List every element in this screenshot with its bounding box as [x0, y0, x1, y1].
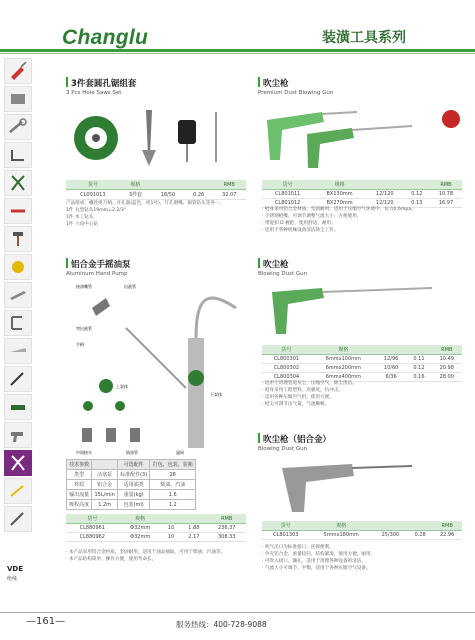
- dust-gun-table: 货号 规格 RMB CL800301 6mmx100mm 12/96 0.11 10.49 CL800302 6mmx200mm 10/60 0.12 20.98 CL800304 6mmx400mm 6/36 0.16 28.00: [262, 345, 462, 382]
- hole-saw-icon: [74, 116, 118, 160]
- footer-divider: [0, 612, 475, 613]
- section-hole-saw-header: [66, 71, 136, 96]
- pump-hose-icon: [126, 328, 186, 388]
- pump-part-icon: [130, 428, 140, 442]
- sidebar-item-decoration-active[interactable]: [4, 450, 32, 476]
- blow-gun-long-icon: [307, 126, 412, 168]
- section-title: 3件套圆孔锯组套: [71, 79, 137, 89]
- tape-measure-icon: [8, 258, 28, 276]
- hole-saw-notes: 产品组成：螺丝批刀柄、开孔器(蓝色、桔1号)、开孔钢嘴、铜管钻头等各一。 1件 丸型钻头19mm=2.2/3" 1件 木工钻头 1件 六角中心钻: [66, 201, 225, 227]
- cutter-icon: [8, 202, 28, 220]
- table-row: 输出流量 15L/min 重量(kg) 1.6: [67, 490, 196, 500]
- pump-part-icon: [83, 401, 93, 411]
- sidebar-item-staplers[interactable]: [4, 394, 32, 420]
- pliers-icon: [8, 454, 28, 472]
- wrench-icon: [8, 118, 28, 136]
- aluminum-dust-gun-icon: [282, 464, 412, 512]
- pliers-icon: [8, 174, 28, 192]
- sidebar-item-cutters[interactable]: [4, 198, 32, 224]
- blow-gun-product-image: [262, 100, 442, 170]
- pump-outlet-pipe-icon: [196, 298, 236, 338]
- category-sidebar: [4, 58, 32, 534]
- section-dust-gun-al-header: 吹尘枪（铝合金） Blowing Dust Gun: [258, 427, 331, 452]
- diagram-label: 接油嘴管: [76, 284, 92, 289]
- hand-pump-table: 货号 规格 RMB CL880961 Φ32mm 10 1.88 236.37 CL880962 Φ32mm 10 2.17 308.33: [66, 514, 246, 542]
- pump-nozzle-icon: [92, 298, 110, 316]
- dust-gun-al-table: 货号 规格 RMB CL801303 5mmx180mm 25/300 0.28 22.96: [262, 521, 462, 540]
- clamp-icon: [8, 314, 28, 332]
- table-row: 吸程高度 1.2m 包装(ml) 1.2: [67, 500, 196, 510]
- hand-pump-diagram: [66, 278, 246, 456]
- service-hotline: 服务热线：400-728-9088: [176, 620, 267, 629]
- table-row: CL880961 Φ32mm 10 1.88 236.37: [66, 524, 246, 533]
- table-row: CL800304 6mmx400mm 6/36 0.16 28.00: [262, 373, 462, 382]
- arbor-icon: [178, 120, 196, 162]
- table-row: CL800301 6mmx100mm 12/96 0.11 10.49: [262, 355, 462, 364]
- diagram-label: 弯出液管: [76, 326, 92, 331]
- vde-label: VDE: [7, 565, 24, 573]
- tool-icon: [8, 510, 28, 528]
- hand-pump-notes: · 本产品采用铝合金材质，坚固耐用，适用于油品抽取，可用于柴油、汽油等。 · 本产品结构简单，操作方便，使用寿命长。: [66, 550, 226, 562]
- sidebar-item-wrenches[interactable]: [4, 114, 32, 140]
- sidebar-item-clamps[interactable]: [4, 310, 32, 336]
- diagram-label: 中间接头: [76, 450, 92, 455]
- page-number: —161—: [26, 616, 66, 627]
- tester-icon: [8, 482, 28, 500]
- screwdriver-icon: [8, 62, 28, 80]
- hex-key-icon: [8, 146, 28, 164]
- table-row: CL801303 5mmx180mm 25/300 0.28 22.96: [262, 531, 462, 540]
- hole-saw-table: 货号 规格 RMB CL091013 3件套 18/50 0.26 32.07: [66, 180, 246, 200]
- vde-sub-label: 绝缘: [7, 576, 18, 582]
- diagram-label: 上泵体: [116, 384, 128, 389]
- brand-logo: Changlu: [62, 26, 149, 49]
- pump-body-icon: [188, 338, 204, 448]
- pump-part-icon: [106, 428, 116, 442]
- sidebar-item-measuring[interactable]: [4, 254, 32, 280]
- sidebar-item-sockets[interactable]: [4, 86, 32, 112]
- dust-gun-product-image: [262, 278, 442, 338]
- dust-gun-al-product-image: [262, 456, 442, 516]
- sidebar-item-ladders[interactable]: [4, 506, 32, 532]
- socket-icon: [8, 90, 28, 108]
- section-subtitle: 3 Pcs Hole Saws Set: [66, 90, 122, 96]
- table-row: CL801012 BX270mm 12/120 0.13 16.97: [262, 199, 462, 208]
- table-row: CL091013 3件套 18/50 0.26 32.07: [66, 190, 246, 200]
- table-row: 类型 活塞泵 标准配件(3) 28: [67, 470, 196, 480]
- sidebar-item-files[interactable]: [4, 366, 32, 392]
- dust-gun-icon: [272, 288, 432, 334]
- spade-bit-icon: [142, 110, 156, 166]
- stapler-icon: [8, 398, 28, 416]
- header-divider: [0, 49, 475, 52]
- hand-pump-spec-table: 技术参数 可选配件 打包、包装、装箱 类型 活塞泵 标准配件(3) 28 材质 铝合金 适用油类 柴油、汽油 输出流量 15L/min 重量(kg) 1.6 吸程高度 1.2m 包装(ml) 1.2: [66, 459, 196, 510]
- section-blow-gun-header: 吹尘枪 Premium Dust Blowing Gun: [258, 71, 333, 96]
- sidebar-item-glue-guns[interactable]: [4, 422, 32, 448]
- saw-icon: [8, 342, 28, 360]
- diagram-label: 滤网: [176, 450, 184, 455]
- blow-gun-table: 货号 规格 RMB CL801011 BX130mm 12/120 0.12 10.78 CL801012 BX270mm 12/120 0.13 16.97: [262, 180, 462, 208]
- sidebar-item-screwdrivers[interactable]: [4, 58, 32, 84]
- sidebar-item-electrical[interactable]: [4, 478, 32, 504]
- hot-badge: [442, 110, 460, 128]
- pump-part-icon: [82, 428, 92, 442]
- knife-icon: [8, 286, 28, 304]
- glue-gun-icon: [8, 426, 28, 444]
- pump-handle-icon: [188, 370, 204, 386]
- sidebar-item-saws[interactable]: [4, 338, 32, 364]
- table-row: CL800302 6mmx200mm 10/60 0.12 20.98: [262, 364, 462, 373]
- header-divider-thin: [0, 53, 475, 54]
- series-title: 装潢工具系列: [322, 30, 406, 46]
- pump-part-icon: [99, 379, 113, 393]
- blow-gun-notes: · 枪身采用铝合金材质，坚固耐用，适用于压缩空气环境中，压力0.6mpa。 · 不锈钢枪嘴，可调节调整气流大小，方便使用。 · 带提扣 D 握把，使用舒适，耐用。 · 适用于各种机械设备清洁除尘工作。: [262, 207, 416, 233]
- table-row: CL801011 BX130mm 12/120 0.12 10.78: [262, 190, 462, 199]
- section-hand-pump-header: 铝合金手摇油泵 Aluminum Hand Pump: [66, 252, 131, 277]
- dust-gun-al-notes: · 吹气出口为标准接口，连接便利。 · 外壳铝合金，重量较轻，结构紧凑，使用方便，耐用。 · 可吹入接口，镶孔，适用于清理各种设备的清洁。 · 气流大小可调节，平衡，适用于各种压缩空气设备。: [262, 545, 376, 571]
- diagram-label: 出液管: [124, 284, 136, 289]
- diagram-label: 抽油管: [126, 450, 138, 455]
- diagram-label: 下泵体: [210, 392, 222, 397]
- diagram-label: 手柄: [76, 342, 84, 347]
- sidebar-item-hex-keys[interactable]: [4, 142, 32, 168]
- table-row: CL880962 Φ32mm 10 2.17 308.33: [66, 533, 246, 542]
- sidebar-item-pliers[interactable]: [4, 170, 32, 196]
- sidebar-item-hammers[interactable]: [4, 226, 32, 252]
- pump-part-icon: [115, 401, 125, 411]
- table-row: 材质 铝合金 适用油类 柴油、汽油: [67, 480, 196, 490]
- file-tool-icon: [8, 370, 28, 388]
- dust-gun-notes: · 适用于清理管道灰尘，压缩空气，除尘清洁。 · 枪身采用工程塑料，高强度，抗冲击。 · 适用各种压缩空气机，使用方便。 · 枪尖可调节出气量，气流顺畅。: [262, 381, 357, 407]
- hammer-icon: [8, 230, 28, 248]
- sidebar-item-knives[interactable]: [4, 282, 32, 308]
- hole-saw-product-image: [66, 100, 246, 172]
- section-dust-gun-header: 吹尘枪 Blowing Dust Gun: [258, 252, 307, 277]
